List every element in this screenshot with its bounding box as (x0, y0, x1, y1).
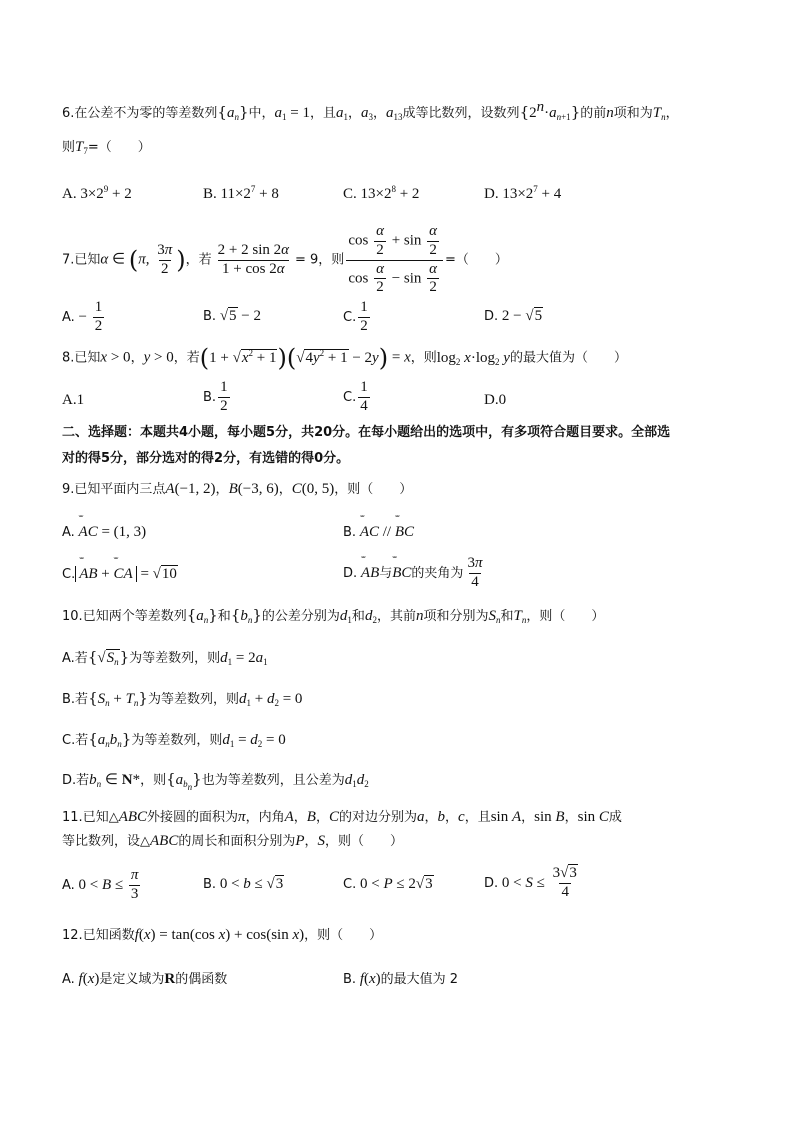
q7-stem: 7.已知α ∈ (π, $\frac{3\pi}{2}$ )，若 $\frac{2 + 2 \sin 2\alpha}{1 + \cos 2\alpha}$ = 9，则 cos $\frac{\alpha}{2}$ + sin $\frac{\alpha}{2}$ cos $\frac{\alpha}{2}$ − sin $\frac{\alpha}{2}$ =（ ） (62, 223, 508, 296)
q8-option-c[interactable]: C. $\frac{1}{4}$ (343, 379, 368, 414)
q10-option-c[interactable]: C.若$\{a_nb_n\}$为等差数列，则$d_1 = d_2 = 0$ (62, 730, 286, 749)
q9-option-b[interactable]: B. ˘˘˘ AC // ˘˘˘ BC (343, 524, 414, 541)
q9-stem: 9.已知平面内三点A(−1, 2)，B(−3, 6)，C(0, 5)，则（ ） (62, 481, 413, 497)
q6-option-d[interactable]: D. $13\times 2^7 + 4$ (484, 184, 562, 202)
q10-stem: 10.已知两个等差数列$\{a_n\}$和$\{b_n\}$的公差分别为$d_1$和$d_2$，其前n项和分别为$S_n$和$T_n$，则（ ） (62, 606, 605, 625)
q11-option-d[interactable]: D. 0 < S ≤ $\frac{3√3}{4}$ (484, 865, 577, 900)
q7-option-b[interactable]: B. √5 − 2 (203, 308, 262, 324)
q6-option-c[interactable]: C. $13\times 2^8 + 2$ (343, 184, 420, 202)
q8-option-d[interactable]: D.0 (484, 392, 507, 408)
q9-option-d[interactable]: D. ˘˘˘ AB与˘˘˘ BC的夹角为 $\frac{3\pi}{4}$ (343, 556, 486, 591)
section-2-heading: 二、选择题：本题共4小题，每小题5分，共20分。在每小题给出的选项中，有多项符合题目要求。全部选 (62, 425, 671, 440)
q9-option-c[interactable]: C.˘˘˘ AB + ˘˘˘ CA = √10 (62, 566, 178, 583)
q10-option-d[interactable]: D.若$b_n$ ∈ N*，则$\{a_{b_n}\}$也为等差数列，且公差为$d_1d_2$ (62, 770, 369, 792)
q10-option-b[interactable]: B.若$\{S_n + T_n\}$为等差数列，则$d_1 + d_2 = 0$ (62, 689, 303, 708)
q8-stem: 8.已知x > 0，y > 0，若$(1 + √x^2 + 1)(√4y^2 + 1 - 2y) = x$，则$\log_2 x\cdot\log_2$ y的最大值为（ ） (62, 344, 627, 372)
q7-option-a[interactable]: A. − $\frac{1}{2}$ (62, 299, 103, 334)
q11-stem: 11.已知△ABC外接圆的面积为π，内角A，B，C的对边分别为a，b，c，且sin A，sin B，sin C成 (62, 809, 622, 825)
q11-option-a[interactable]: A. 0 < B ≤ $\frac{\pi}{3}$ (62, 867, 139, 902)
section-2-heading-line2: 对的得5分，部分选对的得2分，有选错的得0分。 (62, 451, 350, 466)
q9-option-a[interactable]: A. ˘˘˘ AC = (1, 3) (62, 524, 146, 541)
q11-option-b[interactable]: B. 0 < b ≤ √3 (203, 876, 284, 892)
q11-option-c[interactable]: C. 0 < P ≤ 2√3 (343, 876, 433, 892)
q10-option-a[interactable]: A.若$\{√S_n\}$为等差数列，则$d_1 = 2a_1$ (62, 648, 268, 667)
q7-option-c[interactable]: C. $\frac{1}{2}$ (343, 299, 368, 334)
q11-stem-line2: 等比数列，设△ABC的周长和面积分别为P，S，则（ ） (62, 833, 404, 849)
q6-option-b[interactable]: B. $11\times 2^7 + 8$ (203, 184, 279, 202)
q6-option-a[interactable]: A. $3\times 2^9 + 2$ (62, 184, 132, 202)
q6-stem-line2: 则$T_7=$（ ） (62, 139, 151, 156)
q12-option-a[interactable]: A. f(x)是定义域为R的偶函数 (62, 971, 228, 987)
q6-stem: 6.在公差不为零的等差数列$\{a_n\}$中，$a_1 = 1$，且$a_1$，$a_3$，$a_{13}$成等比数列，设数列$\{2^n\cdot a_{n+1}\}$的前n项和为$T_n$， (62, 99, 679, 122)
q8-option-b[interactable]: B. $\frac{1}{2}$ (203, 379, 228, 414)
q8-option-a[interactable]: A.1 (62, 392, 85, 408)
q12-option-b[interactable]: B. f(x)的最大值为 2 (343, 971, 459, 987)
q12-stem: 12.已知函数f(x) = tan(cos x) + cos(sin x)，则（ ） (62, 927, 383, 943)
q7-option-d[interactable]: D. 2 − √5 (484, 308, 543, 324)
